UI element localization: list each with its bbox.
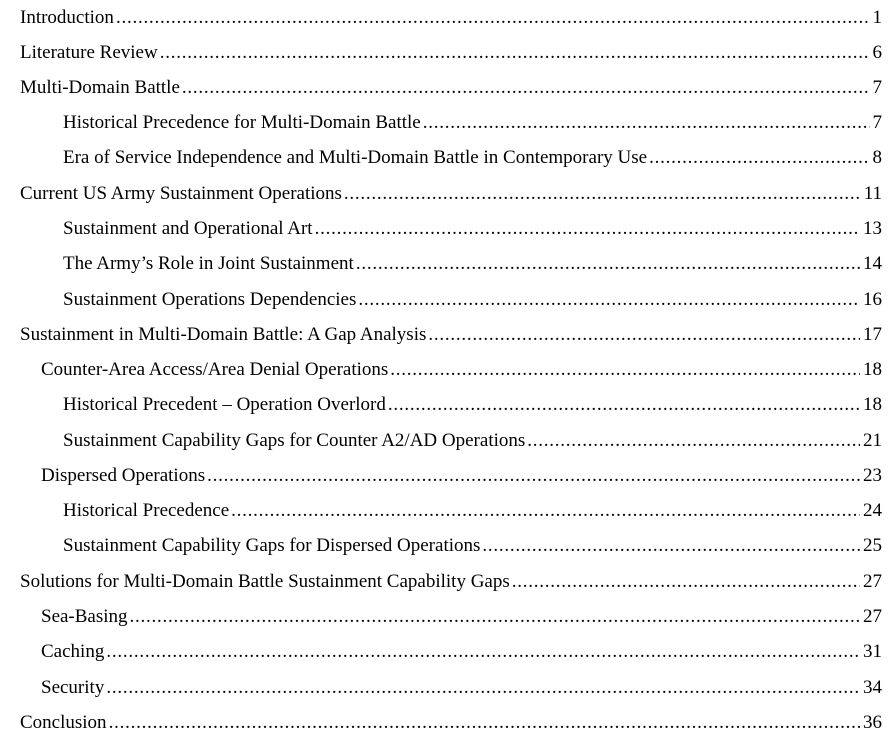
- dot-leader: [315, 217, 860, 241]
- toc-entry-gap-analysis[interactable]: [20, 323, 882, 347]
- toc-entry-dispersed-operations[interactable]: [41, 464, 882, 488]
- dot-leader: [388, 393, 860, 417]
- toc-entry-page: 14: [863, 253, 882, 274]
- toc-entry-era-of-service-independence[interactable]: [63, 146, 882, 170]
- toc-entry-page: 18: [863, 359, 882, 380]
- toc-entry-page: 24: [863, 500, 882, 521]
- toc-entry-title: Sustainment Capability Gaps for Dispersed Operations: [63, 535, 481, 556]
- toc-entry-page: 27: [863, 571, 882, 592]
- toc-entry-sustainment-dependencies[interactable]: [63, 288, 882, 312]
- dot-leader: [358, 288, 860, 312]
- dot-leader: [356, 252, 860, 276]
- toc-entry-title: The Army’s Role in Joint Sustainment: [63, 253, 354, 274]
- toc-entry-title: Historical Precedent – Operation Overlord: [63, 394, 386, 415]
- toc-entry-conclusion[interactable]: [20, 711, 882, 735]
- toc-entry-page: 7: [872, 112, 882, 133]
- toc-entry-page: 8: [872, 147, 882, 168]
- toc-entry-literature-review[interactable]: [20, 41, 882, 65]
- dot-leader: [527, 429, 860, 453]
- dot-leader: [512, 570, 860, 594]
- dot-leader: [106, 676, 860, 700]
- toc-entry-introduction[interactable]: [20, 6, 882, 30]
- toc-entry-title: Current US Army Sustainment Operations: [20, 183, 342, 204]
- toc-entry-page: 36: [863, 712, 882, 733]
- toc-entry-historical-precedence[interactable]: [63, 499, 882, 523]
- dot-leader: [344, 182, 861, 206]
- toc-entry-title: Security: [41, 677, 105, 698]
- toc-entry-page: 31: [863, 641, 882, 662]
- toc-entry-page: 17: [863, 324, 882, 345]
- toc-entry-sea-basing[interactable]: [41, 605, 882, 629]
- toc-entry-historical-precedence-mdb[interactable]: [63, 111, 882, 135]
- toc-entry-caching[interactable]: [41, 640, 882, 664]
- dot-leader: [423, 111, 870, 135]
- toc-entry-title: Sustainment Capability Gaps for Counter A2/AD Operations: [63, 430, 526, 451]
- toc-entry-army-role-joint-sustainment[interactable]: [63, 252, 882, 276]
- toc-entry-page: 23: [863, 465, 882, 486]
- toc-entry-title: Counter-Area Access/Area Denial Operations: [41, 359, 389, 380]
- toc-entry-page: 21: [863, 430, 882, 451]
- toc-entry-operation-overlord[interactable]: [63, 393, 882, 417]
- dot-leader: [428, 323, 860, 347]
- dot-leader: [231, 499, 860, 523]
- dot-leader: [116, 6, 870, 30]
- dot-leader: [182, 76, 870, 100]
- toc-entry-multi-domain-battle[interactable]: [20, 76, 882, 100]
- toc-entry-title: Sustainment Operations Dependencies: [63, 289, 357, 310]
- toc-entry-title: Literature Review: [20, 42, 158, 63]
- toc-entry-page: 25: [863, 535, 882, 556]
- toc-entry-capability-gaps-dispersed[interactable]: [63, 534, 882, 558]
- dot-leader: [130, 605, 860, 629]
- toc-entry-title: Caching: [41, 641, 105, 662]
- toc-entry-page: 18: [863, 394, 882, 415]
- toc-entry-title: Sustainment in Multi-Domain Battle: A Gap Analysis: [20, 324, 427, 345]
- toc-entry-title: Era of Service Independence and Multi-Domain Battle in Contemporary Use: [63, 147, 648, 168]
- toc-entry-current-us-army-sustainment[interactable]: [20, 182, 882, 206]
- toc-entry-page: 7: [872, 77, 882, 98]
- toc-entry-page: 1: [872, 7, 882, 28]
- dot-leader: [482, 534, 860, 558]
- toc-entry-counter-a2ad-operations[interactable]: [41, 358, 882, 382]
- dot-leader: [106, 640, 860, 664]
- toc-entry-page: 27: [863, 606, 882, 627]
- toc-entry-capability-gaps-a2ad[interactable]: [63, 429, 882, 453]
- toc-entry-title: Conclusion: [20, 712, 107, 733]
- toc-entry-title: Dispersed Operations: [41, 465, 206, 486]
- toc-entry-title: Introduction: [20, 7, 114, 28]
- toc-entry-page: 11: [863, 183, 882, 204]
- toc-entry-sustainment-operational-art[interactable]: [63, 217, 882, 241]
- toc-entry-title: Solutions for Multi-Domain Battle Sustainment Capability Gaps: [20, 571, 510, 592]
- toc-entry-solutions[interactable]: [20, 570, 882, 594]
- toc-entry-title: Multi-Domain Battle: [20, 77, 180, 98]
- toc-entry-title: Historical Precedence for Multi-Domain Battle: [63, 112, 421, 133]
- toc-entry-page: 13: [863, 218, 882, 239]
- toc-entry-page: 6: [872, 42, 882, 63]
- dot-leader: [109, 711, 860, 735]
- dot-leader: [207, 464, 860, 488]
- dot-leader: [390, 358, 860, 382]
- toc-entry-title: Sea-Basing: [41, 606, 128, 627]
- toc-entry-title: Sustainment and Operational Art: [63, 218, 313, 239]
- toc-entry-title: Historical Precedence: [63, 500, 230, 521]
- toc-entry-page: 34: [863, 677, 882, 698]
- toc-entry-page: 16: [863, 289, 882, 310]
- dot-leader: [160, 41, 870, 65]
- dot-leader: [649, 146, 869, 170]
- toc-entry-security[interactable]: [41, 676, 882, 700]
